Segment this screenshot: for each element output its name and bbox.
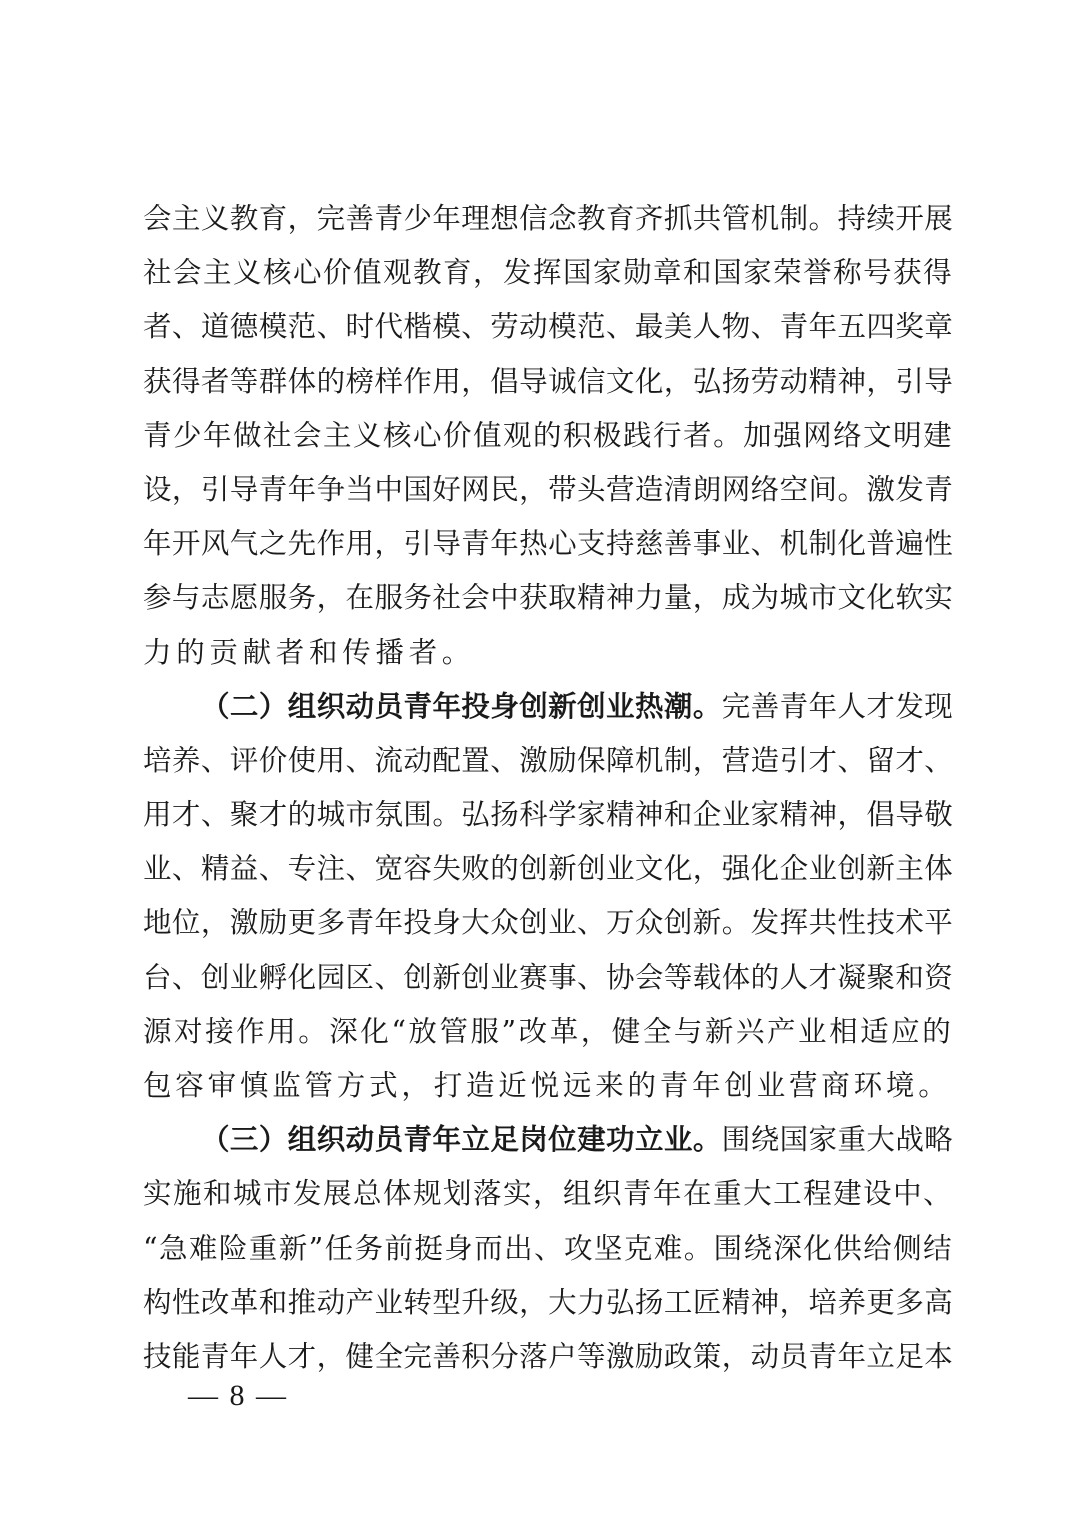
text-line: 参与志愿服务，在服务社会中获取精神力量，成为城市文化软实 xyxy=(143,581,953,615)
text-line: 源对接作用。深化“放管服”改革，健全与新兴产业相适应的 xyxy=(143,1014,953,1048)
text-line: 培养、评价使用、流动配置、激励保障机制，营造引才、留才、 xyxy=(143,743,953,777)
text-line: 台、创业孵化园区、创新创业赛事、协会等载体的人才凝聚和资 xyxy=(143,960,953,994)
text-line: 社会主义核心价值观教育，发挥国家勋章和国家荣誉称号获得 xyxy=(143,256,953,290)
text-line: 用才、聚才的城市氛围。弘扬科学家精神和企业家精神，倡导敬 xyxy=(143,798,953,832)
text-line: 业、精益、专注、宽容失败的创新创业文化，强化企业创新主体 xyxy=(143,852,953,886)
section-heading: （三）组织动员青年立足岗位建功立业。 xyxy=(201,1123,722,1157)
text-line: 会主义教育，完善青少年理想信念教育齐抓共管机制。持续开展 xyxy=(143,202,953,235)
text-line: 包容审慎监管方式，打造近悦远来的青年创业营商环境。 xyxy=(143,1069,951,1102)
section-heading: （二）组织动员青年投身创新创业热潮。 xyxy=(201,689,722,723)
text-line: 技能青年人才，健全完善积分落户等激励政策，动员青年立足本 xyxy=(143,1339,953,1373)
page-number: — 8 — xyxy=(188,1379,288,1412)
text-line: 获得者等群体的榜样作用，倡导诚信文化，弘扬劳动精神，引导 xyxy=(143,364,953,398)
text-line: 者、道德模范、时代楷模、劳动模范、最美人物、青年五四奖章 xyxy=(143,310,953,344)
text-line: 设，引导青年争当中国好网民，带头营造清朗网络空间。激发青 xyxy=(143,472,953,506)
text-line: 力的贡献者和传播者。 xyxy=(143,635,476,669)
text-line: 实施和城市发展总体规划落实，组织青年在重大工程建设中、 xyxy=(143,1177,953,1211)
text-line: 青少年做社会主义核心价值观的积极践行者。加强网络文明建 xyxy=(143,418,953,452)
text-line: 地位，激励更多青年投身大众创业、万众创新。发挥共性技术平 xyxy=(143,906,953,940)
text-line: “急难险重新”任务前挺身而出、攻坚克难。围绕深化供给侧结 xyxy=(143,1231,953,1265)
text-line: 构性改革和推动产业转型升级，大力弘扬工匠精神，培养更多高 xyxy=(143,1285,953,1319)
text-line: 年开风气之先作用，引导青年热心支持慈善事业、机制化普遍性 xyxy=(143,527,953,561)
section-heading-continuation: 围绕国家重大战略 xyxy=(721,1123,953,1157)
section-heading-continuation: 完善青年人才发现 xyxy=(721,689,953,723)
body-text xyxy=(143,192,953,1384)
section-first-line xyxy=(143,1113,953,1167)
section-first-line xyxy=(143,680,953,734)
